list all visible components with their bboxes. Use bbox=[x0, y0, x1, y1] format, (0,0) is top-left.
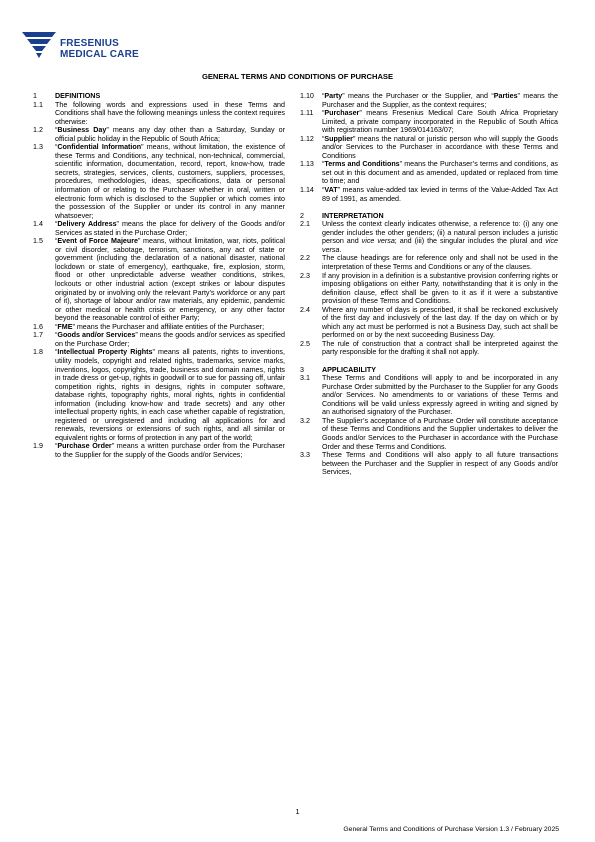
clause-text: The rule of construction that a contract shall be interpreted against the party responsible for the drafting it shall not apply. bbox=[322, 339, 558, 357]
clause-text: The Supplier’s acceptance of a Purchase Order will constitute acceptance of these Terms and Conditions and the Supplier undertakes to deliver the Goods and/or Services to the Purchaser in accordance with the Purchase Order and these Terms and Conditions. bbox=[322, 416, 558, 451]
clause-text: The following words and expressions used in these Terms and Conditions shall have the following meanings unless the context requires otherwise: bbox=[55, 100, 285, 126]
clause-number: 1.14 bbox=[300, 186, 314, 195]
clause-text: “Event of Force Majeure” means, without limitation, war, riots, political or civil disorder, sabotage, terrorism, sanctions, any act of state or government (including the declaration of a national disaster, national lockdown or state of emergency), earthquake, fire, explosion, storm, flood or other unpredictable adverse weather conditions, strikes, lockouts or other industrial action (except strikes or labour disputes originated by or involving only the relevant Party’s workforce or any part of it), shortage of labour and/or raw materials, any epidemic, pandemic or other medical or health crisis or emergency, or any other factor beyond the reasonable control of either Party; bbox=[55, 237, 285, 323]
clause-number: 1.8 bbox=[33, 348, 43, 357]
clause bbox=[300, 306, 558, 340]
section-title: INTERPRETATION bbox=[322, 211, 384, 220]
company-logo bbox=[22, 30, 142, 66]
clause bbox=[300, 92, 558, 109]
brand-line-2: MEDICAL CARE bbox=[60, 49, 139, 60]
section-heading bbox=[300, 366, 558, 375]
left-column bbox=[33, 92, 285, 460]
clause-number: 2.2 bbox=[300, 254, 310, 263]
clause-text: Where any number of days is prescribed, it shall be reckoned exclusively of the first day and inclusively of the last day. If the day on which or by which any act must be performed is not a Business Day, such act shall be performed on or by the next succeeding Business Day. bbox=[322, 305, 558, 340]
clause-number: 3.2 bbox=[300, 416, 310, 425]
clause-text: “Delivery Address” means the place for delivery of the Goods and/or Services as stated in the Purchase Order; bbox=[55, 220, 285, 237]
clause bbox=[33, 323, 285, 332]
clause-number: 3.1 bbox=[300, 374, 310, 383]
clause-text: “Purchase Order” means a written purchase order from the Purchaser to the Supplier for the supply of the Goods and/or Services; bbox=[55, 442, 285, 459]
section-title: APPLICABILITY bbox=[322, 365, 376, 374]
clause bbox=[33, 348, 285, 442]
clause-number: 1 bbox=[33, 92, 37, 100]
clause bbox=[33, 237, 285, 322]
clause-number: 1.12 bbox=[300, 134, 314, 143]
clause-number: 1.3 bbox=[33, 143, 43, 152]
clause bbox=[300, 160, 558, 186]
clause bbox=[300, 220, 558, 254]
clause-text: “Purchaser” means Fresenius Medical Care South Africa Proprietary Limited, a private company incorporated in the Republic of South Africa with registration number 1969/014163/07; bbox=[322, 109, 558, 135]
clause-number: 1.2 bbox=[33, 126, 43, 135]
clause-text: “Supplier” means the natural or juristic person who will supply the Goods and/or Services to the Purchaser in accordance with these Terms and Conditions bbox=[322, 134, 558, 160]
clause bbox=[300, 135, 558, 161]
clause bbox=[300, 186, 558, 203]
clause bbox=[300, 254, 558, 271]
clause bbox=[300, 417, 558, 451]
clause bbox=[33, 220, 285, 237]
clause bbox=[33, 331, 285, 348]
clause-number: 3 bbox=[300, 365, 304, 374]
clause-text: “Business Day” means any day other than a Saturday, Sunday or official public holiday in the Republic of South Africa; bbox=[55, 126, 285, 143]
clause bbox=[33, 101, 285, 127]
brand-line-1: FRESENIUS bbox=[60, 38, 120, 49]
clause bbox=[300, 109, 558, 135]
clause-text: “VAT” means value-added tax levied in terms of the Value-Added Tax Act 89 of 1991, as amended. bbox=[322, 186, 558, 203]
clause-text: Unless the context clearly indicates otherwise, a reference to: (i) any one gender includes the other genders; (ii) a natural person includes a juristic person and vice versa; and (iii) the singular includes the plural and vice versa. bbox=[322, 220, 558, 254]
clause-number: 1.9 bbox=[33, 442, 43, 451]
section-title: DEFINITIONS bbox=[55, 92, 101, 100]
clause-number: 1.10 bbox=[300, 92, 314, 100]
clause-text: “Party” means the Purchaser or the Supplier, and “Parties” means the Purchaser and the Supplier, as the context requires; bbox=[322, 92, 558, 109]
clause-number: 2.4 bbox=[300, 305, 310, 314]
clause-number: 2 bbox=[300, 211, 304, 220]
footer-text: General Terms and Conditions of Purchase Version 1.3 / February 2025 bbox=[343, 826, 559, 833]
clause bbox=[300, 340, 558, 357]
clause-text: If any provision in a definition is a substantive provision conferring rights or imposing obligations on either Party, notwithstanding that it is only in the definition clause, effect shall be given to it as if it were a substantive provision of these Terms and Conditions. bbox=[322, 271, 558, 306]
fresenius-wing-icon bbox=[22, 30, 56, 60]
clause-number: 3.3 bbox=[300, 451, 310, 460]
clause bbox=[300, 451, 558, 477]
clause-number: 1.6 bbox=[33, 322, 43, 331]
clause-text: “FME” means the Purchaser and affiliate entities of the Purchaser; bbox=[55, 322, 265, 331]
clause-number: 1.5 bbox=[33, 237, 43, 246]
clause-number: 2.5 bbox=[300, 339, 310, 348]
clause-number: 2.3 bbox=[300, 271, 310, 280]
clause-number: 1.7 bbox=[33, 331, 43, 340]
clause-number: 2.1 bbox=[300, 220, 310, 229]
clause-number: 1.4 bbox=[33, 220, 43, 229]
clause bbox=[300, 272, 558, 306]
clause-number: 1.13 bbox=[300, 160, 314, 169]
clause-text: These Terms and Conditions will apply to and be incorporated in any Purchase Order submitted by the Purchaser to the Supplier for any Goods and/or Services. No amendments to or variations of these Terms and Conditions will be valid unless expressly agreed in writing and signed by an authorised signatory of the Purchaser. bbox=[322, 374, 558, 417]
page-number: 1 bbox=[295, 807, 300, 816]
clause-text: The clause headings are for reference only and shall not be used in the interpretation of these Terms and Conditions or any of the clauses. bbox=[322, 254, 558, 271]
clause bbox=[33, 126, 285, 143]
clause bbox=[33, 143, 285, 220]
clause-text: These Terms and Conditions will also apply to all future transactions between the Purchaser and the Supplier in respect of any Goods and/or Services, bbox=[322, 451, 558, 477]
document-title: GENERAL TERMS AND CONDITIONS OF PURCHASE bbox=[201, 72, 394, 81]
clause bbox=[300, 374, 558, 417]
section-heading bbox=[300, 212, 558, 221]
clause-text: “Terms and Conditions” means the Purchaser’s terms and conditions, as set out in this document and as amended, updated or replaced from time to time; and bbox=[322, 160, 558, 186]
brand-name bbox=[60, 38, 139, 60]
clause-text: “Goods and/or Services” means the goods and/or services as specified on the Purchase Order; bbox=[55, 331, 286, 348]
clause bbox=[33, 442, 285, 459]
right-column bbox=[300, 92, 558, 477]
clause-number: 1.1 bbox=[33, 100, 43, 109]
clause-number: 1.11 bbox=[300, 109, 314, 118]
clause-text: “Confidential Information” means, without limitation, the existence of these Terms and Conditions, any technical, non-technical, commercial, scientific information, documentation, record, report, know-how, trade secrets, strategies, services, clients, customers, suppliers, processes, procedures, methodologies, ideas, specifications, data or personal information of or relating to the Purchaser whether in oral, written or electronic form which is disclosed to the Supplier or which comes into the possession of the Supplier or under its control in any manner whatsoever; bbox=[55, 143, 285, 220]
section-heading bbox=[33, 92, 285, 101]
clause-text: “Intellectual Property Rights” means all patents, rights to inventions, utility models, copyright and related rights, trademarks, service marks, inventions, logos, copyrights, trade, business and domain names, rights in trade dress or get-up, rights in goodwill or to sue for passing off, unfair competition rights, rights in designs, rights in computer software, database rights, topography rights, moral rights, rights in confidential information (including know-how and trade secrets) and any other intellectual property rights, in each case whether capable of registration, registered or unregistered and including all applications for and renewals, reversions or extensions of such rights, and all similar or equivalent rights or forms of protection in any part of the world; bbox=[55, 348, 285, 442]
